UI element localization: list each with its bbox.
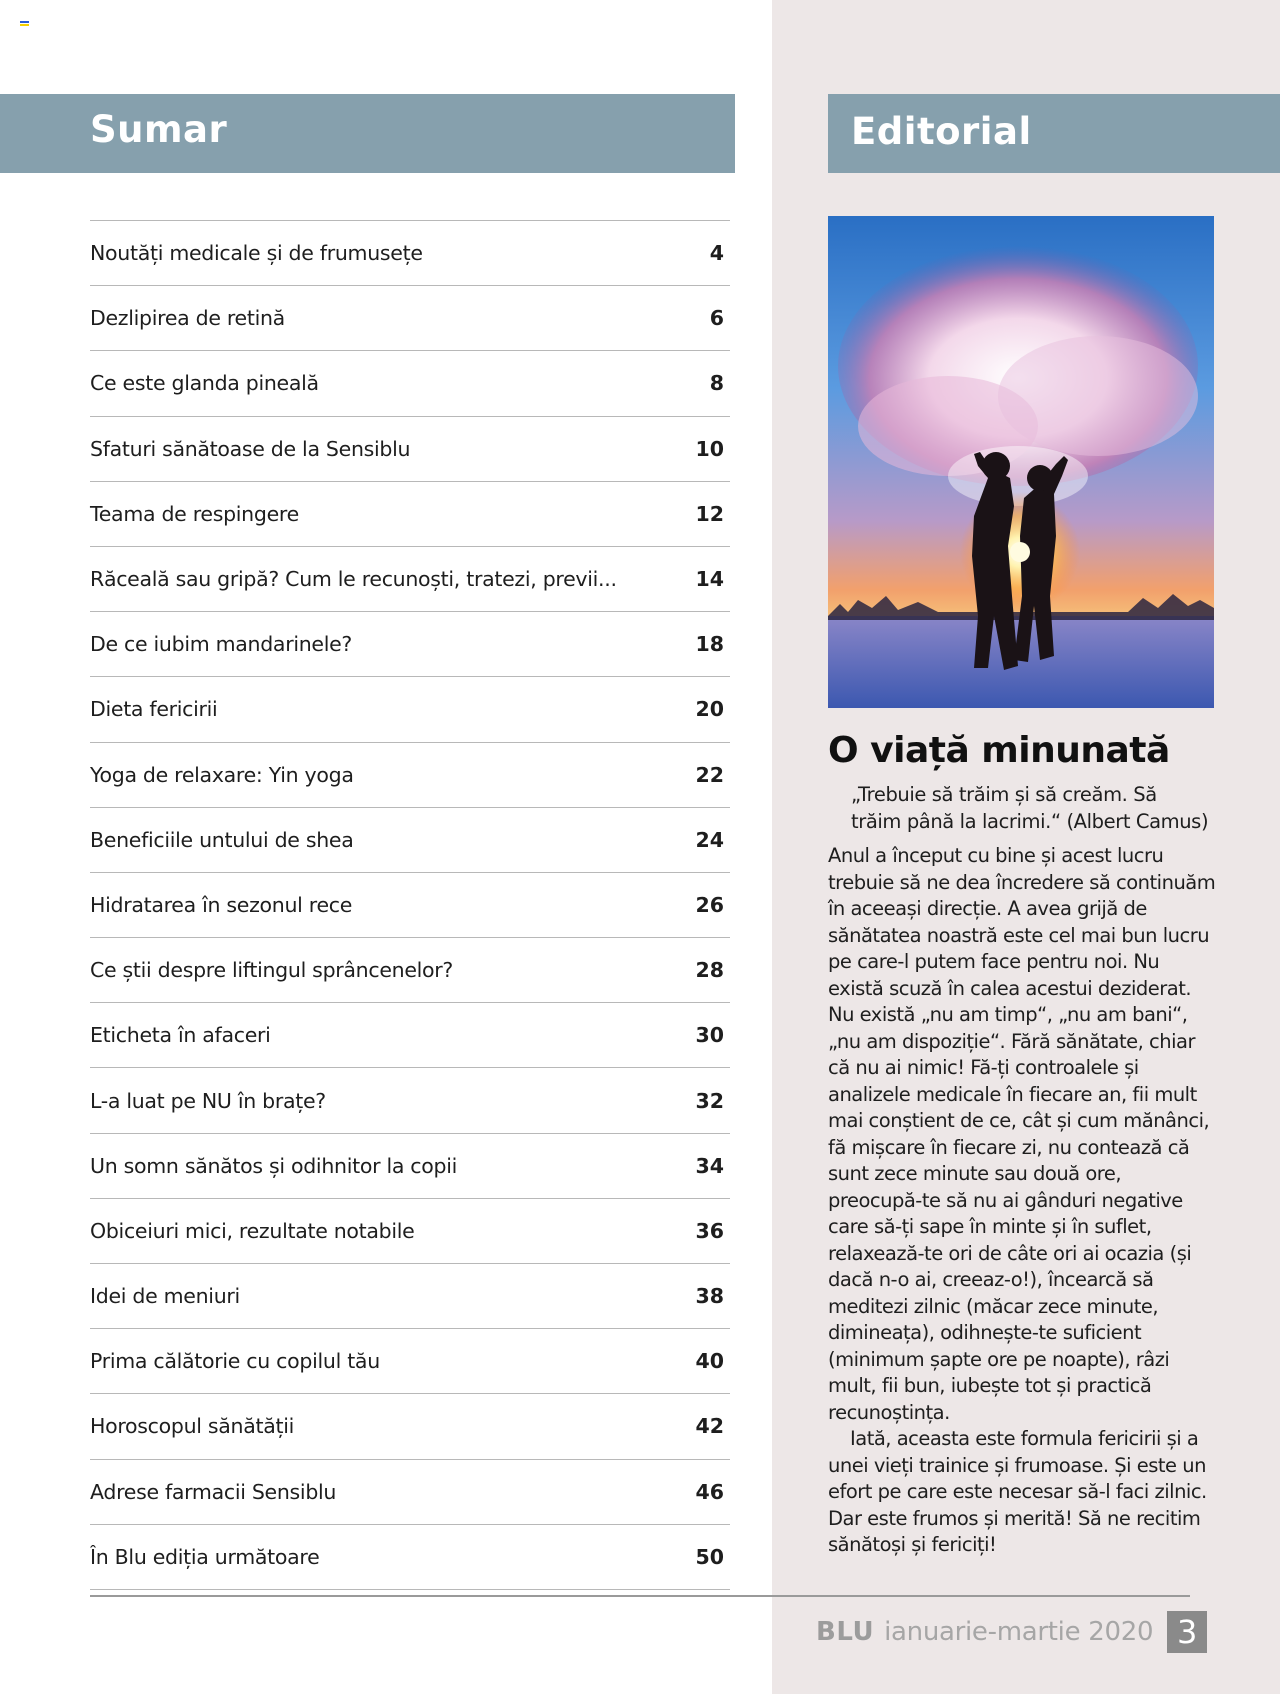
toc-row[interactable] [90,873,730,938]
toc-title: Prima călătorie cu copilul tău [90,1349,380,1374]
toc-page-number: 40 [695,1349,724,1374]
toc-title: Dieta fericirii [90,697,218,722]
toc-page-number: 22 [695,762,724,787]
toc-title: Un somn sănătos și odihnitor la copii [90,1153,458,1178]
toc-title: De ce iubim mandarinele? [90,632,353,657]
toc-title: L-a luat pe NU în brațe? [90,1088,326,1113]
toc-page-number: 4 [709,241,724,266]
toc-title: Obiceiuri mici, rezultate notabile [90,1218,415,1243]
toc-page-number: 26 [695,892,724,917]
toc-row[interactable] [90,547,730,612]
toc-title: Răceală sau gripă? Cum le recunoști, tratezi, previi... [90,567,617,592]
toc-page-number: 20 [695,697,724,722]
editorial-body [828,843,1218,1559]
toc-title: Beneficiile untului de shea [90,827,354,852]
toc-row[interactable] [90,808,730,873]
toc-title: Ce este glanda pineală [90,371,319,396]
flag-icon [20,21,29,28]
toc-page-number: 28 [695,958,724,983]
toc-title: Noutăți medicale și de frumusețe [90,241,423,266]
toc-row[interactable] [90,1134,730,1199]
toc-title: Ce știi despre liftingul sprâncenelor? [90,958,453,983]
toc-title: Idei de meniuri [90,1284,240,1309]
toc-page-number: 34 [695,1153,724,1178]
toc-row[interactable] [90,938,730,1003]
toc-row[interactable] [90,743,730,808]
toc-row[interactable] [90,1525,730,1590]
toc-row[interactable] [90,1460,730,1525]
editorial-photo [828,216,1214,708]
toc-page-number: 50 [695,1544,724,1569]
toc-row[interactable] [90,1394,730,1459]
toc-page-number: 6 [709,306,724,331]
page-number-badge: 3 [1167,1611,1207,1653]
editorial-title: O viață minunată [828,730,1170,771]
editorial-heading: Editorial [851,110,1032,153]
editorial-quote: „Trebuie să trăim și să creăm. Să trăim până la lacrimi.“ (Albert Camus) [851,783,1209,833]
toc-page-number: 18 [695,632,724,657]
toc-page-number: 8 [709,371,724,396]
issue-date: ianuarie-martie 2020 [884,1617,1154,1647]
toc-page-number: 32 [695,1088,724,1113]
toc-title: Yoga de relaxare: Yin yoga [90,762,354,787]
toc-row[interactable] [90,1199,730,1264]
toc-page-number: 36 [695,1218,724,1243]
toc-title: În Blu ediția următoare [90,1544,320,1569]
toc-row[interactable] [90,1329,730,1394]
toc-title: Eticheta în afaceri [90,1023,271,1048]
toc-page-number: 38 [695,1284,724,1309]
editorial-paragraph: Anul a început cu bine și acest lucru trebuie să ne dea încredere să continuăm în aceeași direcție. A avea grijă de sănătatea noastră este cel mai bun lucru pe care-l putem face pentru noi. Nu există scuză în calea acestui deziderat. Nu există „nu am timp“, „nu am bani“, „nu am dispoziție“. Fără sănătate, chiar că nu ai nimic! Fă-ți controalele și analizele medicale în fiecare an, fii mult mai conștient de ce, cât și cum mănânci, fă mișcare în fiecare zi, nu contează că sunt zece minute sau două ore, preocupă-te să nu ai gânduri negative care să-ți sape în minte și în suflet, relaxează-te ori de câte ori ai ocazia (și dacă n-o ai, creeaz-o!), încearcă să meditezi zilnic (măcar zece minute, dimineața), odihnește-te suficient (minimum șapte ore pe noapte), râzi mult, fii bun, iubește tot și practică recunoștința. [828,844,1216,1424]
toc-title: Horoscopul sănătății [90,1414,295,1439]
toc-row[interactable] [90,351,730,416]
toc-title: Dezlipirea de retină [90,306,285,331]
toc-page-number: 12 [695,501,724,526]
toc-row[interactable] [90,612,730,677]
toc-page-number: 10 [695,436,724,461]
toc-row[interactable] [90,677,730,742]
page-footer [816,1610,1207,1654]
sumar-heading: Sumar [90,108,228,151]
footer-divider [90,1595,1190,1597]
toc-title: Hidratarea în sezonul rece [90,892,353,917]
toc-row[interactable] [90,1068,730,1133]
table-of-contents [90,220,730,1590]
toc-row[interactable] [90,286,730,351]
toc-row[interactable] [90,1003,730,1068]
toc-page-number: 42 [695,1414,724,1439]
toc-title: Teama de respingere [90,501,299,526]
toc-page-number: 30 [695,1023,724,1048]
toc-row[interactable] [90,482,730,547]
toc-page-number: 46 [695,1479,724,1504]
toc-title: Sfaturi sănătoase de la Sensiblu [90,436,411,461]
toc-page-number: 14 [695,567,724,592]
magazine-brand: BLU [816,1617,875,1647]
editorial-paragraph: Iată, aceasta este formula fericirii și a unei vieți trainice și frumoase. Și este un efort pe care este necesar să-l faci zilnic. Dar este frumos și merită! Să ne recitim sănătoși și fericiți! [828,1427,1207,1556]
toc-row[interactable] [90,417,730,482]
toc-page-number: 24 [695,827,724,852]
toc-row[interactable] [90,221,730,286]
editorial-header [828,94,1280,173]
toc-title: Adrese farmacii Sensiblu [90,1479,337,1504]
toc-row[interactable] [90,1264,730,1329]
sumar-header [0,94,735,173]
